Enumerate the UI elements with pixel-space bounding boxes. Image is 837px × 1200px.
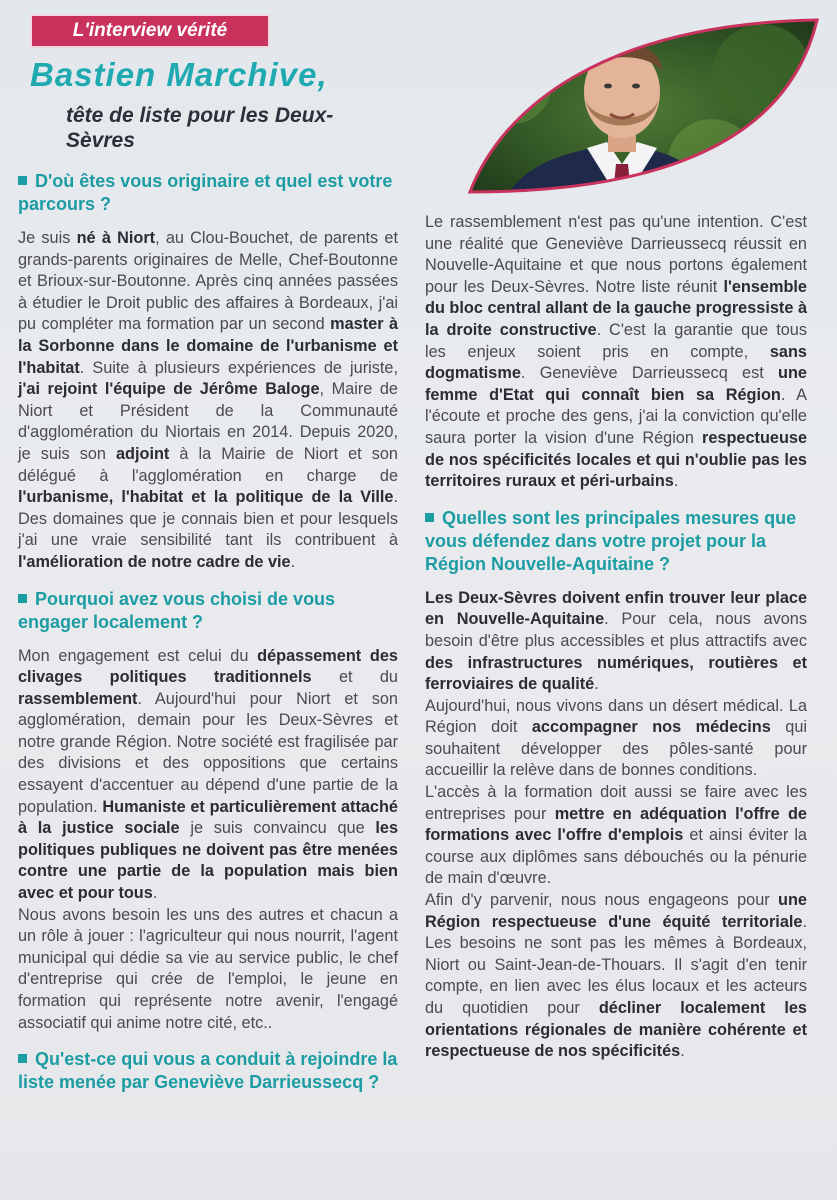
section-tag: L'interview vérité <box>30 14 270 48</box>
emphasis-text: respectueuse de nos spécificités locales et qui n'oublie pas les territoires ruraux et péri-urbains <box>425 428 807 491</box>
emphasis-text: une Région respectueuse d'une équité territoriale <box>425 891 807 931</box>
emphasis-text: l'urbanisme, l'habitat et la politique de la Ville <box>18 488 394 507</box>
emphasis-text: accompagner nos médecins <box>531 718 771 737</box>
emphasis-text: adjoint <box>116 444 170 463</box>
bullet-square-icon <box>18 176 27 185</box>
emphasis-text: sans dogmatisme <box>425 342 807 383</box>
emphasis-text: décliner localement les orientations régionales de manière cohérente et respectueuse de nos spécificités <box>425 999 807 1061</box>
emphasis-text: dépassement des clivages politiques traditionnels <box>18 646 398 687</box>
emphasis-text: une femme d'Etat qui connaît bien sa Région <box>425 364 807 404</box>
emphasis-text: master à la Sorbonne dans le domaine de l'urbanisme et l'habitat <box>18 315 398 377</box>
question-3: Qu'est-ce qui vous a conduit à rejoindre la liste menée par Geneviève Darrieussecq ? <box>18 1049 398 1093</box>
candidate-name: Bastien Marchive, <box>30 56 328 93</box>
answer-3: Le rassemblement n'est pas qu'une intention. C'est une réalité que Geneviève Darrieussecq réussit en Nouvelle-Aquitaine et que nous portons également pour les Deux-Sèvres. Notre liste réunit l'ensemble du bloc central allant de la gauche progressiste à la droite constructive. C'est la garantie que tous les enjeux soient pris en compte, sans dogmatisme. Geneviève Darrieussecq est une femme d'Etat qui connaît bien sa Région. A l'écoute et proche des gens, j'ai la conviction qu'elle saura porter la vision d'une Région respectueuse de nos spécificités locales et qui n'oublie pas les territoires ruraux et péri-urbains. <box>425 213 807 491</box>
candidate-photo <box>462 14 822 204</box>
question-1: D'où êtes vous originaire et quel est votre parcours ? <box>18 171 393 214</box>
emphasis-text: Les Deux-Sèvres doivent enfin trouver leur place en Nouvelle-Aquitaine <box>425 588 807 629</box>
bullet-square-icon <box>425 513 434 522</box>
answer-2: Mon engagement est celui du dépassement des clivages politiques traditionnels et du rassemblement. Aujourd'hui pour Niort et son agglomération, demain pour les Deux-Sèvres et notre grande Région. Notre société est fragilisée par des divisions et des oppositions que certains essayent d'accentuer au dépend d'une partie de la population. Humaniste et particulièrement attaché à la justice sociale je suis convaincu que les politiques publiques ne doivent pas être menées contre une partie de la population mais bien avec et pour tous. Nous avons besoin les uns des autres et chacun a un rôle à jouer : l'agriculteur qui nous nourrit, l'agent municipal qui dédie sa vie au service public, le chef d'entreprise qui crée de l'emploi, le jeune en formation qui représente notre avenir, l'engagé associatif qui anime notre cité, etc.. <box>18 646 398 1032</box>
emphasis-text: l'ensemble du bloc central allant de la gauche progressiste à la droite constructive <box>425 277 807 339</box>
emphasis-text: né à Niort <box>76 229 156 247</box>
emphasis-text: les politiques publiques ne doivent pas être menées contre une partie de la population mais bien avec et pour tous <box>18 819 398 903</box>
answer-1: Je suis né à Niort, au Clou-Bouchet, de parents et grands-parents originaires de Melle, Chef-Boutonne et Brioux-sur-Boutonne. Après cinq années passées à étudier le Droit public des affaires à Bordeaux, j'ai pu compléter ma formation par un second master à la Sorbonne dans le domaine de l'urbanisme et l'habitat. Suite à plusieurs expériences de juriste, j'ai rejoint l'équipe de Jérôme Baloge, Maire de Niort et Président de la Communauté d'agglomération du Niortais en 2014. Depuis 2020, je suis son adjoint à la Mairie de Niort et son délégué à l'agglomération en charge de l'urbanisme, l'habitat et la politique de la Ville. Des domaines que je connais bien et pour lesquels j'ai une vraie sensibilité tant ils contribuent à l'amélioration de notre cadre de vie. <box>18 229 398 571</box>
question-2: Pourquoi avez vous choisi de vous engager localement ? <box>18 588 336 632</box>
bullet-square-icon <box>18 1054 27 1063</box>
candidate-subtitle: tête de liste pour les Deux-Sèvres <box>66 104 334 152</box>
answer-4: Les Deux-Sèvres doivent enfin trouver leur place en Nouvelle-Aquitaine. Pour cela, nous avons besoin d'être plus accessibles et plus attractifs avec des infrastructures numériques, routières et ferroviaires de qualité. Aujourd'hui, nous vivons dans un désert médical. La Région doit accompagner nos médecins qui souhaitent développer des pôles-santé pour accueillir la relève dans de bonnes conditions. L'accès à la formation doit aussi se faire avec les entreprises pour mettre en adéquation l'offre de formations avec l'offre d'emplois et ainsi éviter la course aux diplômes sans débouchés ou la pénurie de main d'œuvre. Afin d'y parvenir, nous nous engageons pour une Région respectueuse d'une équité territoriale. Les besoins ne sont pas les mêmes à Bordeaux, Niort ou Saint-Jean-de-Thouars. Il s'agit d'en tenir compte, en lien avec les élus locaux et les acteurs du quotidien pour décliner localement les orientations régionales de manière cohérente et respectueuse de nos spécificités. <box>425 588 807 1061</box>
emphasis-text: j'ai rejoint l'équipe de Jérôme Baloge <box>18 380 320 399</box>
left-column <box>18 170 398 1106</box>
emphasis-text: des infrastructures numériques, routières et ferroviaires de qualité <box>425 653 807 694</box>
question-4: Quelles sont les principales mesures que vous défendez dans votre projet pour la Région Nouvelle-Aquitaine ? <box>425 507 797 574</box>
emphasis-text: rassemblement <box>18 689 138 708</box>
emphasis-text: Humaniste et particulièrement attaché à la justice sociale <box>18 797 398 838</box>
bullet-square-icon <box>18 594 27 603</box>
emphasis-text: mettre en adéquation l'offre de formations avec l'offre d'emplois <box>425 804 807 845</box>
right-column <box>425 212 807 1077</box>
emphasis-text: l'amélioration de notre cadre de vie <box>18 552 291 571</box>
